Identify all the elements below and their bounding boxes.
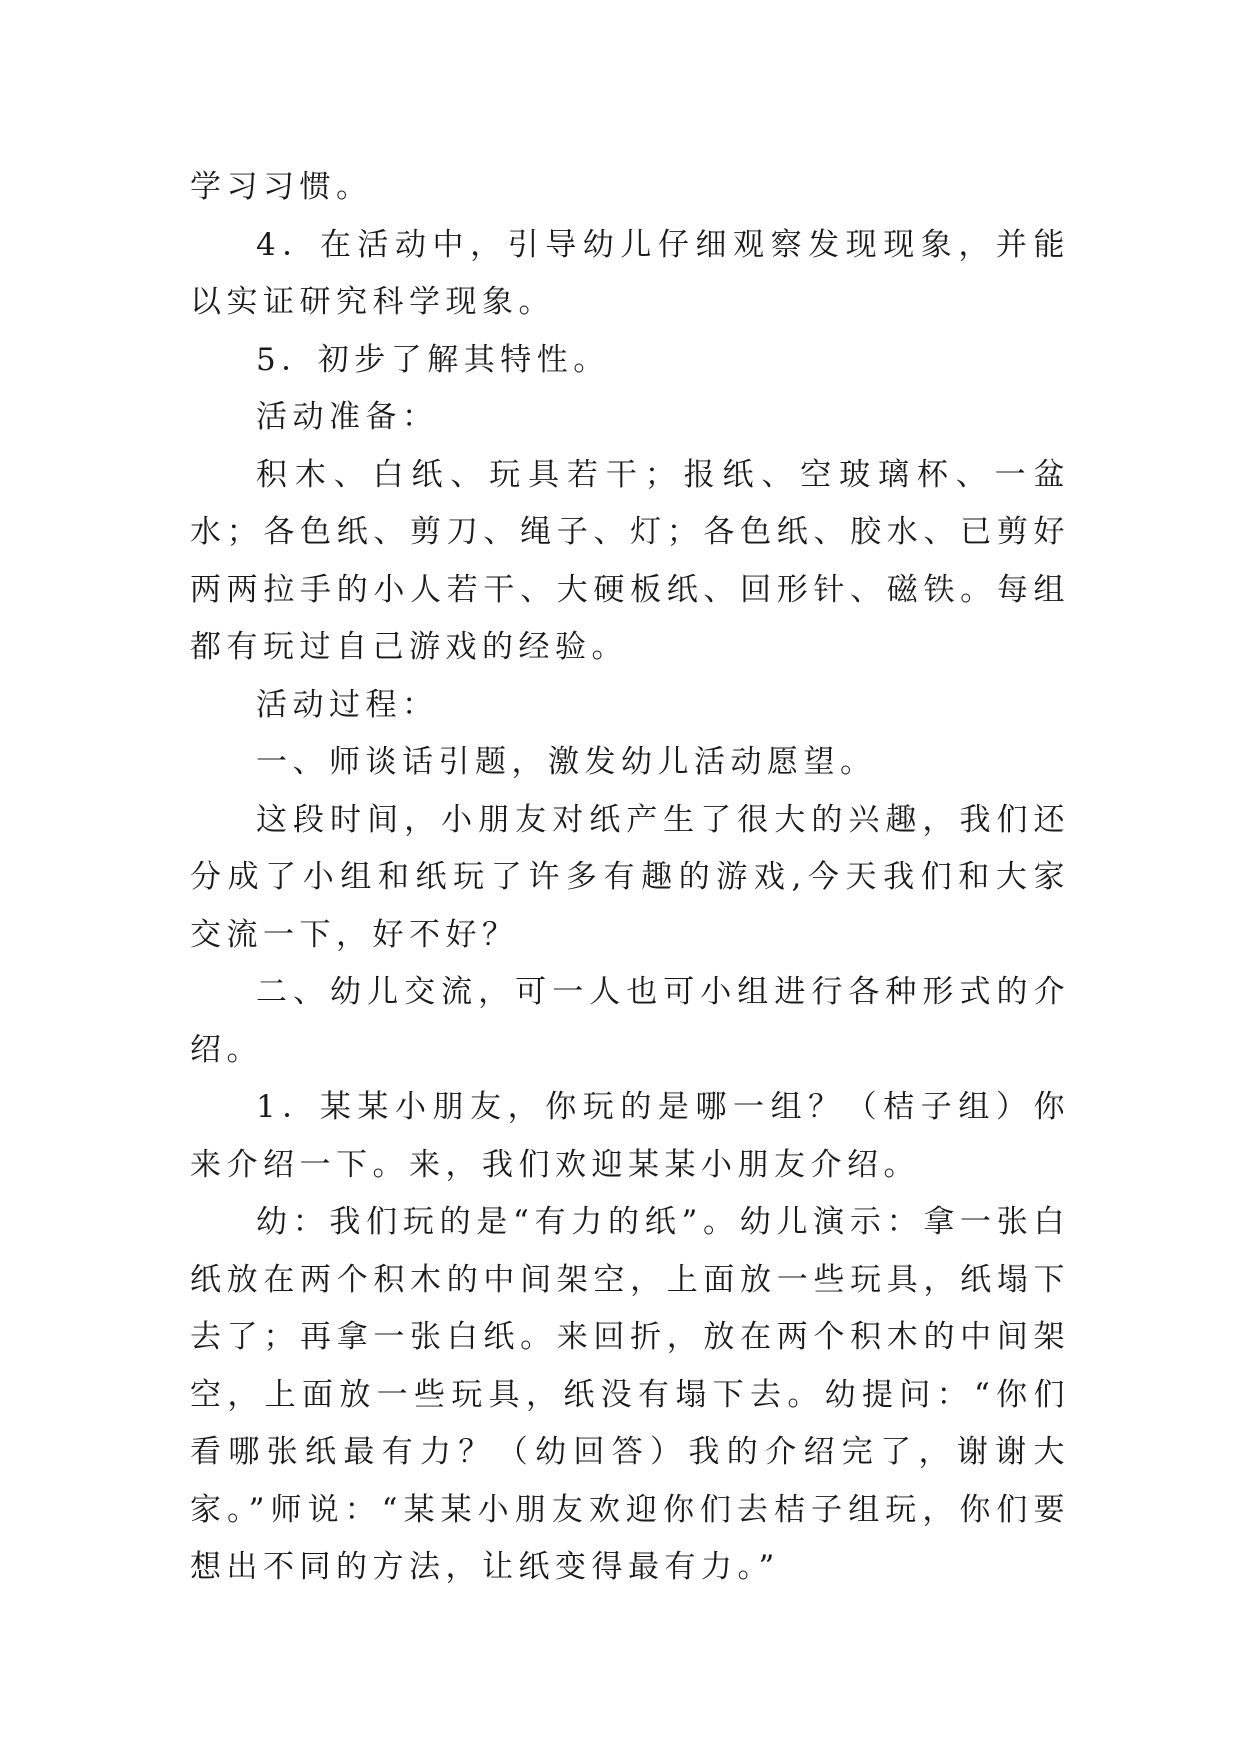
paragraph-2: 4．在活动中，引导幼儿仔细观察发现现象，并能以实证研究科学现象。 (190, 226, 1070, 320)
section-heading-preparation: 活动准备： (256, 399, 439, 435)
section-heading-process: 活动过程： (256, 686, 439, 723)
paragraph-materials: 积木、白纸、玩具若干；报纸、空玻璃杯、一盆水；各色纸、剪刀、绳子、灯；各色纸、胶水、已剪好两两拉手的小人若干、大硬板纸、回形针、磁铁。每组都有玩过自己游戏的经验。 (190, 456, 1070, 665)
document-body (190, 159, 1070, 1597)
step-heading-2: 二、幼儿交流，可一人也可小组进行各种形式的介绍。 (190, 974, 1070, 1068)
paragraph-3: 5．初步了解其特性。 (256, 341, 610, 378)
paragraph-orange-group: 1．某某小朋友，你玩的是哪一组？（桔子组）你来介绍一下。来，我们欢迎某某小朋友介绍。 (190, 1089, 1070, 1183)
step-heading-1: 一、师谈话引题，激发幼儿活动愿望。 (256, 744, 877, 780)
paragraph-intro: 这段时间，小朋友对纸产生了很大的兴趣，我们还分成了小组和纸玩了许多有趣的游戏,今天我们和大家交流一下，好不好？ (190, 801, 1070, 953)
paragraph-demo: 幼：我们玩的是“有力的纸”。幼儿演示：拿一张白纸放在两个积木的中间架空，上面放一些玩具，纸塌下去了；再拿一张白纸。来回折，放在两个积木的中间架空，上面放一些玩具，纸没有塌下去。幼提问：“你们看哪张纸最有力？（幼回答）我的介绍完了，谢谢大家。”师说：“某某小朋友欢迎你们去桔子组玩，你们要想出不同的方法，让纸变得最有力。” (190, 1204, 1070, 1585)
paragraph-1: 学习习惯。 (190, 169, 373, 205)
